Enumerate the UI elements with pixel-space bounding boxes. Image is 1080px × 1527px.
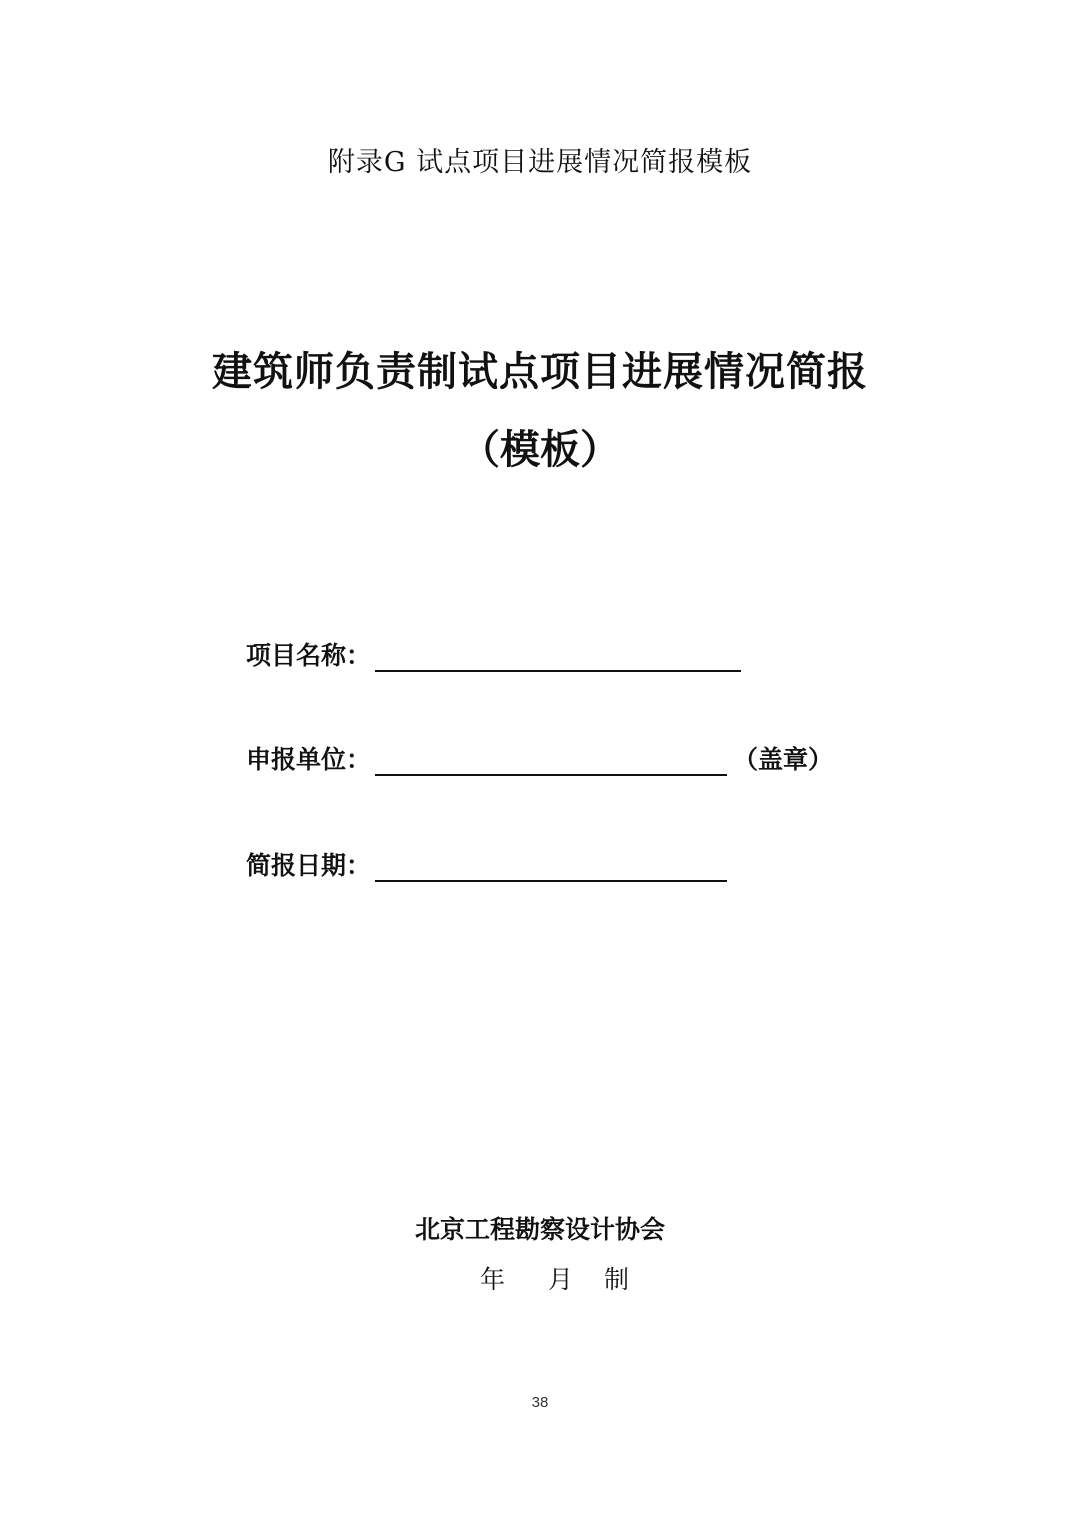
project-name-blank[interactable] <box>375 640 741 672</box>
report-date-label: 简报日期： <box>246 851 372 880</box>
page-number: 38 <box>531 1394 549 1411</box>
report-date-blank[interactable] <box>375 850 727 882</box>
applicant-unit-field <box>246 736 833 776</box>
appendix-heading: 附录G 试点项目进展情况简报模板 <box>327 147 753 178</box>
seal-note: （盖章） <box>733 745 834 774</box>
made-label: 制 <box>604 1265 630 1294</box>
project-name-field <box>246 632 741 672</box>
report-date-field <box>246 842 727 882</box>
applicant-unit-label: 申报单位： <box>246 745 372 774</box>
month-label: 月 <box>548 1265 574 1294</box>
main-subtitle: （模板） <box>460 426 620 473</box>
issue-date-line <box>480 1260 629 1296</box>
main-title: 建筑师负责制试点项目进展情况简报 <box>212 348 868 395</box>
applicant-unit-blank[interactable] <box>375 744 727 776</box>
project-name-label: 项目名称： <box>246 641 372 670</box>
organization-name: 北京工程勘察设计协会 <box>414 1215 665 1244</box>
year-label: 年 <box>480 1265 506 1294</box>
